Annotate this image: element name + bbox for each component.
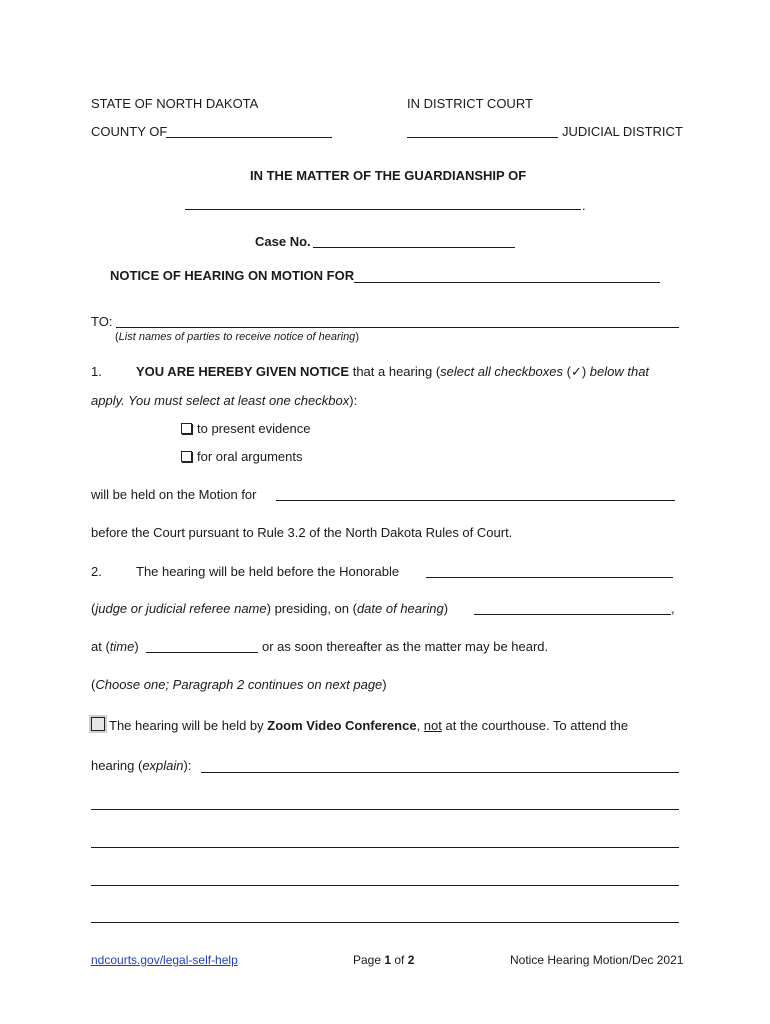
- explain-field-5[interactable]: [91, 922, 679, 923]
- checkbox-icon[interactable]: [91, 717, 105, 731]
- motion-label: will be held on the Motion for: [91, 487, 257, 502]
- county-label: COUNTY OF: [91, 124, 168, 139]
- explain-field-4[interactable]: [91, 885, 679, 886]
- para2-number: 2.: [91, 564, 102, 579]
- explain-field-3[interactable]: [91, 847, 679, 848]
- option-present-evidence[interactable]: to present evidence: [181, 421, 310, 436]
- para1-line2: apply. You must select at least one checkbox):: [91, 393, 358, 408]
- para2-text: The hearing will be held before the Honorable: [136, 564, 400, 579]
- hearing-time-field[interactable]: [146, 652, 258, 653]
- motion-field[interactable]: [276, 500, 675, 501]
- to-hint: (List names of parties to receive notice of hearing): [115, 331, 359, 343]
- time-open: at (time): [91, 639, 139, 654]
- hearing-date-field[interactable]: [474, 614, 671, 615]
- to-label: TO:: [91, 314, 113, 329]
- date-comma: ,: [671, 601, 675, 616]
- county-field[interactable]: [166, 137, 332, 138]
- page-number: Page 1 of 2: [353, 953, 415, 967]
- rule-text: before the Court pursuant to Rule 3.2 of the North Dakota Rules of Court.: [91, 525, 513, 540]
- footer-link[interactable]: ndcourts.gov/legal-self-help: [91, 953, 238, 967]
- checkbox-icon[interactable]: [181, 451, 192, 462]
- zoom-option[interactable]: The hearing will be held by Zoom Video Conference, not at the courthouse. To attend the: [91, 717, 628, 733]
- para1-line1: YOU ARE HEREBY GIVEN NOTICE that a hearing (select all checkboxes (✓) below that: [136, 364, 650, 379]
- ward-name-period: .: [582, 198, 586, 213]
- option-oral-arguments[interactable]: for oral arguments: [181, 449, 303, 464]
- court-label: IN DISTRICT COURT: [407, 96, 533, 111]
- para1-number: 1.: [91, 364, 102, 379]
- checkbox-icon[interactable]: [181, 423, 192, 434]
- explain-label: hearing (explain):: [91, 758, 192, 773]
- notice-heading: NOTICE OF HEARING ON MOTION FOR: [110, 268, 355, 283]
- case-no-field[interactable]: [313, 247, 515, 248]
- form-id: Notice Hearing Motion/Dec 2021: [510, 953, 684, 967]
- judge-date-line: (judge or judicial referee name) presiding, on (date of hearing): [91, 601, 449, 616]
- to-parties-field[interactable]: [116, 327, 679, 328]
- matter-heading: IN THE MATTER OF THE GUARDIANSHIP OF: [250, 168, 527, 183]
- explain-field-2[interactable]: [91, 809, 679, 810]
- district-field[interactable]: [407, 137, 558, 138]
- ward-name-field[interactable]: [185, 209, 581, 210]
- time-rest: or as soon thereafter as the matter may be heard.: [262, 639, 549, 654]
- motion-for-field[interactable]: [354, 282, 660, 283]
- state-label: STATE OF NORTH DAKOTA: [91, 96, 259, 111]
- choose-one-note: (Choose one; Paragraph 2 continues on next page): [91, 677, 387, 692]
- district-label: JUDICIAL DISTRICT: [562, 124, 683, 139]
- judge-name-field[interactable]: [426, 577, 673, 578]
- case-no-label: Case No.: [255, 234, 311, 249]
- explain-field-1[interactable]: [201, 772, 679, 773]
